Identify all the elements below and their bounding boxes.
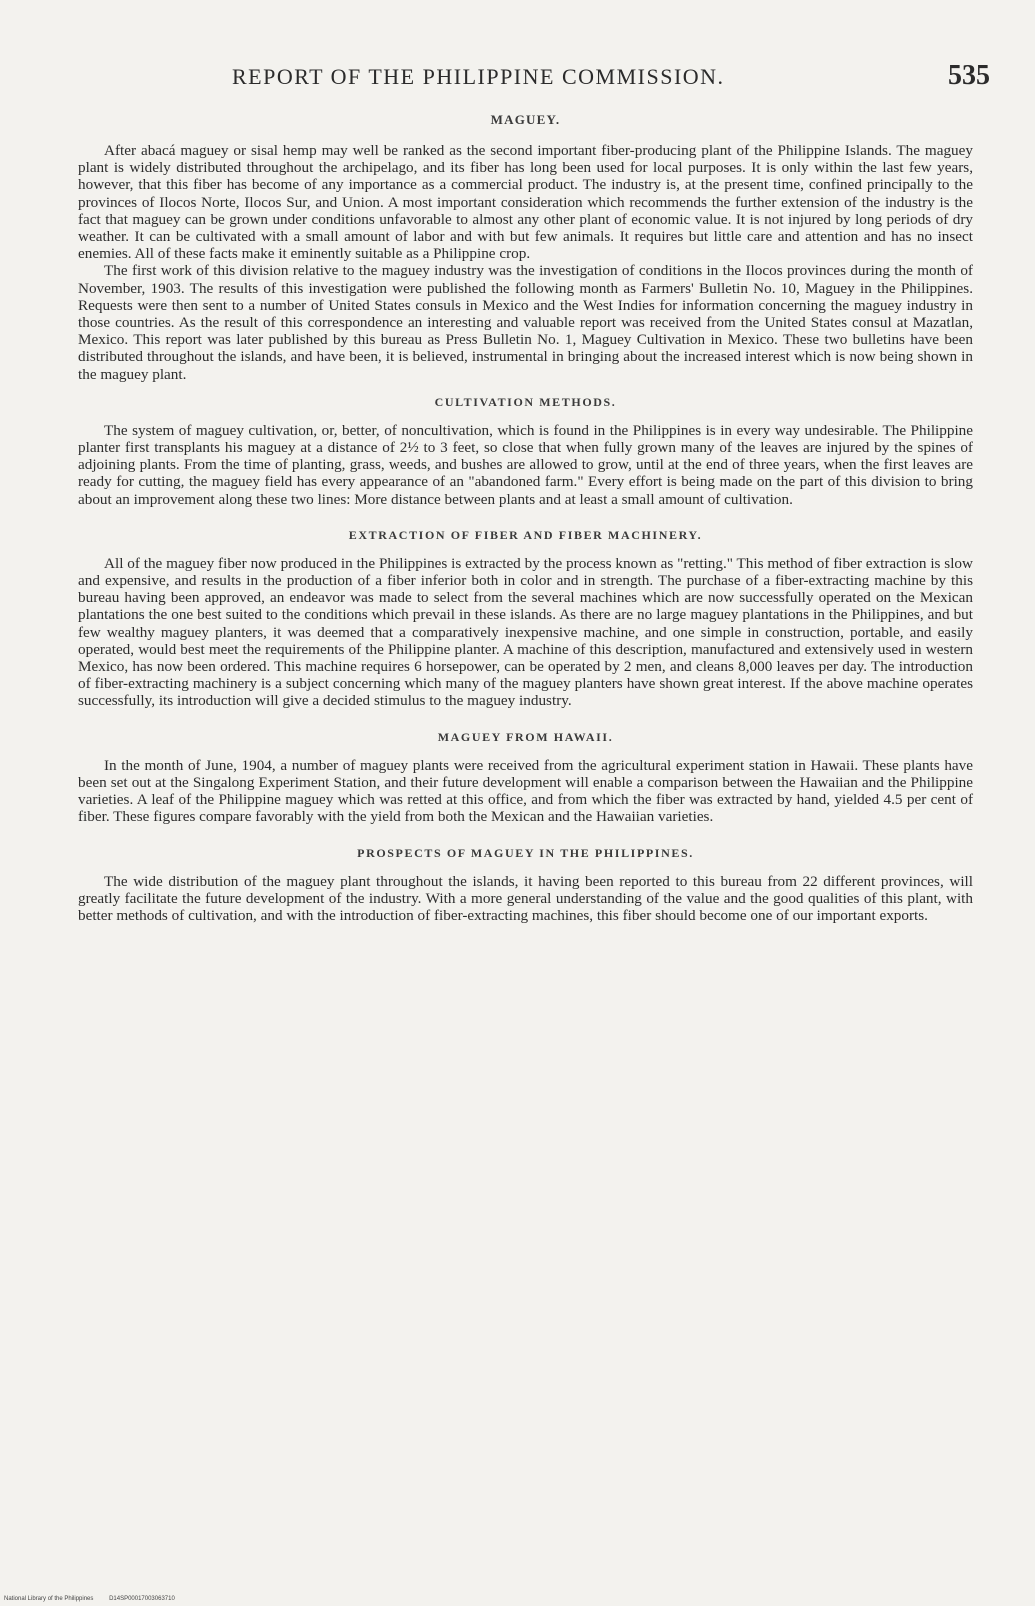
section-title-cultivation-methods: CULTIVATION METHODS. bbox=[434, 394, 617, 409]
page-header bbox=[60, 60, 990, 100]
section-title-prospects: PROSPECTS OF MAGUEY IN THE PHILIPPINES. bbox=[357, 845, 694, 860]
footer-library: National Library of the Philippines bbox=[4, 1596, 94, 1602]
section-title-extraction: EXTRACTION OF FIBER AND FIBER MACHINERY. bbox=[348, 527, 703, 542]
paragraph-prospects: The wide distribution of the maguey plant throughout the islands, it having been reported to this bureau from 22 different provinces, will greatly facilitate the future development of the industry. With a more general understanding of the value and the good qualities of this plant, with better methods of cultivation, and with the introduction of fiber-extracting machines, this fiber should become one of our important exports. bbox=[78, 872, 973, 924]
running-title: REPORT OF THE PHILIPPINE COMMISSION. bbox=[232, 64, 725, 89]
paragraph-maguey-intro: After abacá maguey or sisal hemp may well be ranked as the second important fiber-producing plant of the Philippine Islands. The maguey plant is widely distributed throughout the archipelago, and its fiber has long been used for local purposes. It is only within the last few years, however, that this fiber has become of any importance as a commercial product. The industry is, at the present time, confined principally to the provinces of Ilocos Norte, Ilocos Sur, and Union. A most important consideration which recommends the further extension of the industry is the fact that maguey can be grown under conditions unfavorable to almost any other plant of economic value. It is not injured by long periods of dry weather. It can be cultivated with a small amount of labor and with but few animals. It requires but little care and attention and has no insect enemies. All of these facts make it eminently suitable as a Philippine crop. bbox=[78, 142, 973, 263]
page-body bbox=[78, 112, 973, 924]
paragraph-maguey-investigation: The first work of this division relative to the maguey industry was the investigation of conditions in the Ilocos provinces during the month of November, 1903. The results of this investigation were published the following month as Farmers' Bulletin No. 10, Maguey in the Philippines. Requests were then sent to a number of United States consuls in Mexico and the West Indies for information concerning the maguey industry in those countries. As the result of this correspondence an interesting and valuable report was received from the United States consul at Mazatlan, Mexico. This report was later published by this bureau as Press Bulletin No. 1, Maguey Cultivation in Mexico. These two bulletins have been distributed throughout the islands, and have been, it is believed, instrumental in bringing about the increased interest which is now being shown in the maguey plant. bbox=[78, 262, 973, 383]
footer-code: D14SP00017003063710 bbox=[109, 1596, 175, 1602]
paragraph-cultivation-methods: The system of maguey cultivation, or, better, of noncultivation, which is found in the Philippines is in every way undesirable. The Philippine planter first transplants his maguey at a distance of 2½ to 3 feet, so close that when fully grown many of the leaves are injured by the spines of adjoining plants. From the time of planting, grass, weeds, and bushes are allowed to grow, until at the end of three years, when the first leaves are ready for cutting, the maguey field has every appearance of an "abandoned farm." Every effort is being made on the part of this division to bring about an improvement along these two lines: More distance between plants and at least a small amount of cultivation. bbox=[78, 421, 973, 508]
scan-footer bbox=[4, 1596, 175, 1602]
section-title-hawaii: MAGUEY FROM HAWAII. bbox=[437, 729, 614, 744]
section-title-maguey: MAGUEY. bbox=[490, 112, 561, 127]
page-number: 535 bbox=[948, 60, 990, 91]
paragraph-extraction: All of the maguey fiber now produced in the Philippines is extracted by the process known as "retting." This method of fiber extraction is slow and expensive, and results in the production of a fiber inferior both in color and in strength. The purchase of a fiber-extracting machine by this bureau having been approved, an endeavor was made to select from the several machines which are now successfully operated on the Mexican plantations the one best suited to the conditions which prevail in these islands. As there are no large maguey plantations in the Philippines, and but few wealthy maguey planters, it was deemed that a comparatively inexpensive machine, and one simple in construction, portable, and easily operated, would best meet the requirements of the Philippine planter. A machine of this description, manufactured and extensively used in western Mexico, has now been ordered. This machine requires 6 horsepower, can be operated by 2 men, and cleans 8,000 leaves per day. The introduction of fiber-extracting machinery is a subject concerning which many of the maguey planters have shown great interest. If the above machine operates successfully, its introduction will give a decided stimulus to the maguey industry. bbox=[78, 554, 973, 710]
paragraph-hawaii: In the month of June, 1904, a number of maguey plants were received from the agricultural experiment station in Hawaii. These plants have been set out at the Singalong Experiment Station, and their future development will enable a comparison between the Hawaiian and the Philippine varieties. A leaf of the Philippine maguey which was retted at this office, and from which the fiber was extracted by hand, yielded 4.5 per cent of fiber. These figures compare favorably with the yield from both the Mexican and the Hawaiian varieties. bbox=[78, 756, 973, 826]
